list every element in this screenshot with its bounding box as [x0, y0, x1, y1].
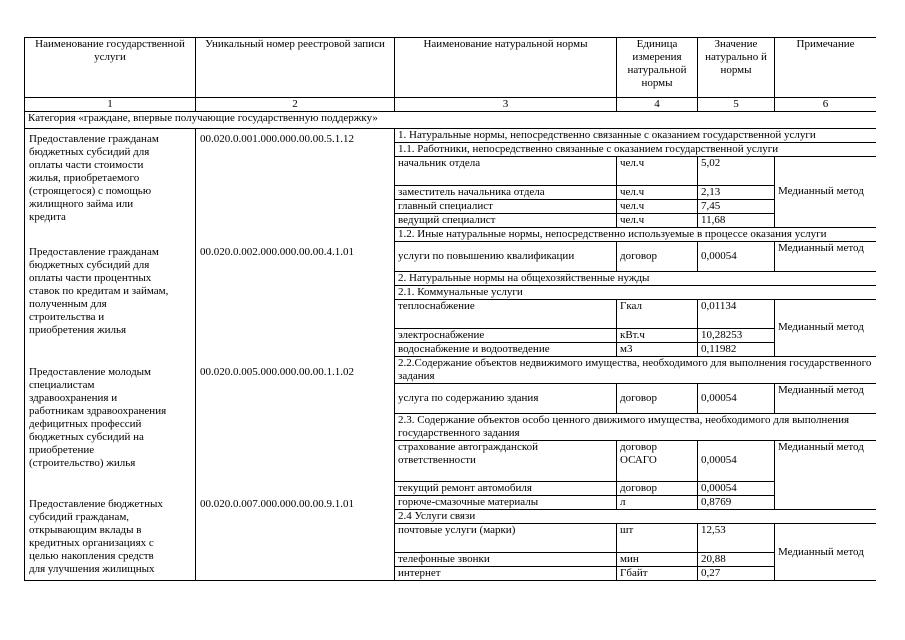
- norm-value: 0,00054: [698, 440, 775, 482]
- section-heading: 1. Натуральные нормы, непосредственно связанные с оказанием государственной услуги: [395, 129, 877, 143]
- column-number: 3: [395, 98, 617, 112]
- norm-unit: договор: [617, 241, 698, 271]
- service-name: Предоставление бюджетных субсидий гражданам, открывающим вклады в кредитных организациях с целью накопления средств для улучшения жилищных: [29, 498, 163, 575]
- norm-unit: договор: [617, 383, 698, 413]
- service-name: Предоставление молодым специалистам здравоохранения и работникам здравоохранения дефицитных профессий бюджетных субсидий на приобретение (строительство) жилья: [29, 366, 167, 469]
- norm-note: Медианный метод: [775, 157, 877, 228]
- norm-unit: договор: [617, 482, 698, 496]
- norm-unit: Гкал: [617, 299, 698, 328]
- subsection-heading: 2.1. Коммунальные услуги: [395, 285, 877, 299]
- services-column: [25, 129, 196, 581]
- subsection-heading: 2.3. Содержание объектов особо ценного движимого имущества, необходимого для выполнения государственного задания: [395, 413, 877, 440]
- norm-note: Медианный метод: [775, 241, 877, 271]
- norm-value: 0,00054: [698, 383, 775, 413]
- subsection-heading: 2.4 Услуги связи: [395, 510, 877, 524]
- norm-value: 11,68: [698, 213, 775, 227]
- column-number-row: [25, 98, 877, 112]
- norm-value: 12,53: [698, 524, 775, 553]
- norm-name: теплоснабжение: [395, 299, 617, 328]
- norm-note: Медианный метод: [775, 383, 877, 413]
- registry-number: 00.020.0.007.000.000.00.00.9.1.01: [200, 498, 354, 510]
- column-number: 2: [196, 98, 395, 112]
- norm-name: начальник отдела: [395, 157, 617, 186]
- norm-unit: чел.ч: [617, 157, 698, 186]
- norm-unit: шт: [617, 524, 698, 553]
- norm-value: 10,28253: [698, 328, 775, 342]
- norm-unit: кВт.ч: [617, 328, 698, 342]
- natural-norms-table: [24, 37, 876, 581]
- header-value: Значение натурально й нормы: [698, 38, 775, 98]
- registry-number: 00.020.0.002.000.000.00.00.4.1.01: [200, 246, 354, 258]
- norm-name: горюче-смазочные материалы: [395, 496, 617, 510]
- header-service-name: Наименование государственной услуги: [25, 38, 196, 98]
- column-number: 5: [698, 98, 775, 112]
- norm-name: услуга по содержанию здания: [395, 383, 617, 413]
- norm-value: 0,00054: [698, 241, 775, 271]
- column-number: 6: [775, 98, 877, 112]
- header-norm-name: Наименование натуральной нормы: [395, 38, 617, 98]
- header-registry-number: Уникальный номер реестровой записи: [196, 38, 395, 98]
- norm-name: электроснабжение: [395, 328, 617, 342]
- section-heading: 2. Натуральные нормы на общехозяйственные нужды: [395, 271, 877, 285]
- subsection-heading: 1.2. Иные натуральные нормы, непосредственно используемые в процессе оказания услуги: [395, 227, 877, 241]
- column-number: 4: [617, 98, 698, 112]
- norm-name: водоснабжение и водоотведение: [395, 342, 617, 356]
- subsection-heading: 1.1. Работники, непосредственно связанные с оказанием государственной услуги: [395, 143, 877, 157]
- norm-value: 20,88: [698, 553, 775, 567]
- norm-value: 2,13: [698, 185, 775, 199]
- category-row: [25, 112, 877, 129]
- norm-unit: чел.ч: [617, 199, 698, 213]
- header-unit: Единица измерения натуральной нормы: [617, 38, 698, 98]
- norm-unit: чел.ч: [617, 213, 698, 227]
- norm-value: 5,02: [698, 157, 775, 186]
- norm-value: 0,8769: [698, 496, 775, 510]
- norm-note: Медианный метод: [775, 299, 877, 356]
- table-header-row: [25, 38, 877, 98]
- norm-unit: договор ОСАГО: [617, 440, 698, 482]
- norm-name: услуги по повышению квалификации: [395, 241, 617, 271]
- norm-name: интернет: [395, 567, 617, 581]
- service-name: Предоставление гражданам бюджетных субсидий для оплаты части процентных ставок по кредитам и займам, полученным для строительства и приобретения жилья: [29, 246, 169, 336]
- document-page: [24, 37, 876, 607]
- norm-name: текущий ремонт автомобиля: [395, 482, 617, 496]
- norm-unit: л: [617, 496, 698, 510]
- registry-column: [196, 129, 395, 581]
- norm-value: 0,27: [698, 567, 775, 581]
- norm-name: страхование автогражданской ответственности: [395, 440, 617, 482]
- norm-value: 0,11982: [698, 342, 775, 356]
- subsection-heading: 2.2.Содержание объектов недвижимого имущества, необходимого для выполнения государственного задания: [395, 356, 877, 383]
- registry-number: 00.020.0.001.000.000.00.00.5.1.12: [200, 133, 354, 145]
- norm-name: главный специалист: [395, 199, 617, 213]
- norm-unit: Гбайт: [617, 567, 698, 581]
- norm-value: 7,45: [698, 199, 775, 213]
- norm-name: ведущий специалист: [395, 213, 617, 227]
- norm-unit: м3: [617, 342, 698, 356]
- header-note: Примечание: [775, 38, 877, 98]
- norm-name: заместитель начальника отдела: [395, 185, 617, 199]
- norm-unit: чел.ч: [617, 185, 698, 199]
- norm-note: Медианный метод: [775, 524, 877, 581]
- registry-number: 00.020.0.005.000.000.00.00.1.1.02: [200, 366, 354, 378]
- norm-note: Медианный метод: [775, 440, 877, 510]
- norm-name: телефонные звонки: [395, 553, 617, 567]
- norm-value: 0,00054: [698, 482, 775, 496]
- column-number: 1: [25, 98, 196, 112]
- service-name: Предоставление гражданам бюджетных субсидий для оплаты части стоимости жилья, приобретаемого (строящегося) с помощью жилищного займа или кредита: [29, 133, 159, 223]
- norm-unit: мин: [617, 553, 698, 567]
- norm-value: 0,01134: [698, 299, 775, 328]
- norm-name: почтовые услуги (марки): [395, 524, 617, 553]
- table-row: [25, 129, 877, 143]
- category-label: Категория «граждане, впервые получающие государственную поддержку»: [25, 112, 877, 129]
